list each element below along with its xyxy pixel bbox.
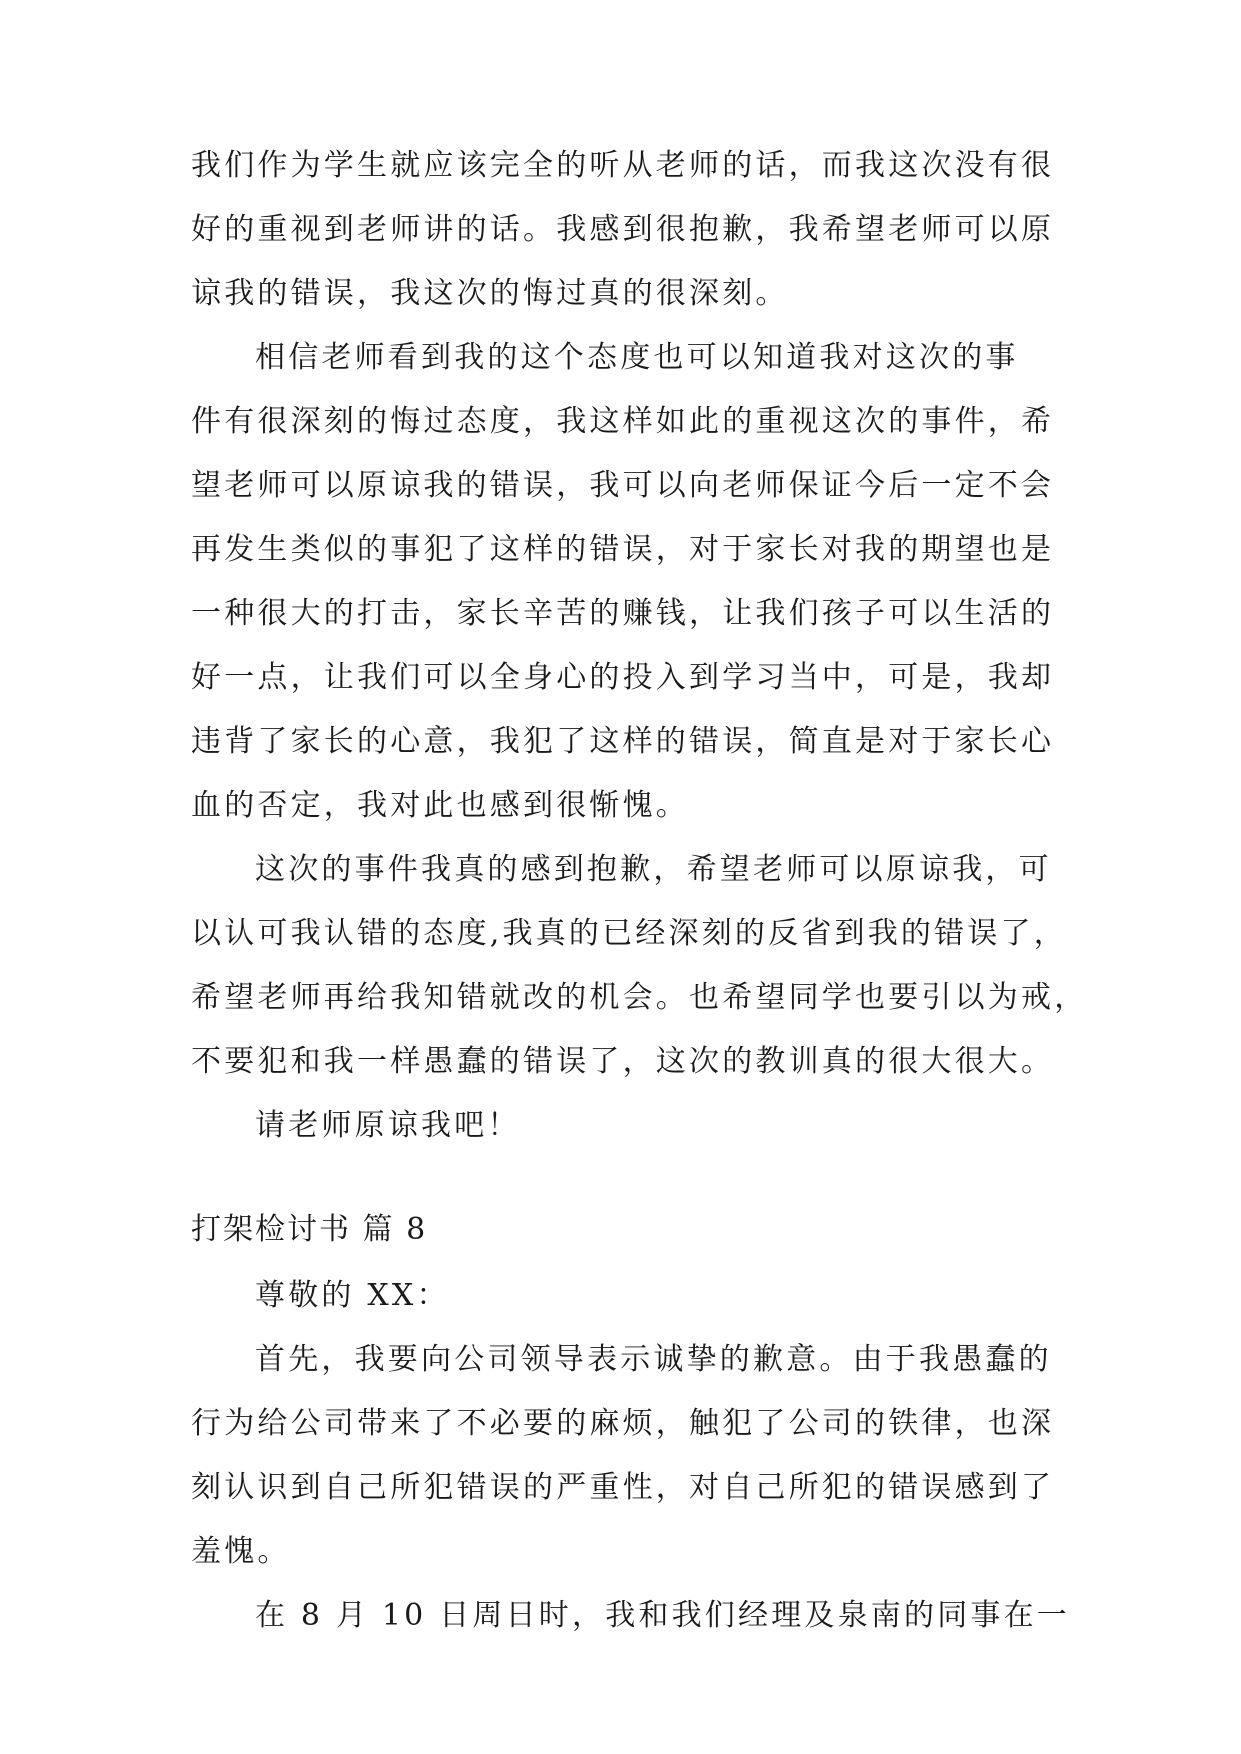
paragraph-1 — [191, 134, 1071, 326]
text-line: 好一点，让我们可以全身心的投入到学习当中，可是，我却 — [191, 660, 1055, 695]
paragraph-2 — [191, 326, 1071, 838]
text-line: 尊敬的 XX： — [255, 1278, 450, 1313]
paragraph-3 — [191, 838, 1088, 1094]
text-line: 谅我的错误，我这次的悔过真的很深刻。 — [191, 276, 789, 311]
text-line: 羞愧。 — [191, 1534, 291, 1569]
paragraph-4 — [191, 1094, 1071, 1158]
text-line: 再发生类似的事犯了这样的错误，对于家长对我的期望也是 — [191, 532, 1055, 567]
text-line: 在 8 月 10 日周日时，我和我们经理及泉南的同事在一 — [255, 1598, 1071, 1633]
text-line: 首先，我要向公司领导表示诚挚的歉意。由于我愚蠢的 — [255, 1342, 1052, 1377]
paragraph-6 — [191, 1584, 1071, 1648]
text-line: 血的否定，我对此也感到很惭愧。 — [191, 788, 689, 823]
salutation — [191, 1264, 1071, 1328]
text-line: 不要犯和我一样愚蠢的错误了，这次的教训真的很大很大。 — [191, 1044, 1055, 1079]
text-line: 望老师可以原谅我的错误，我可以向老师保证今后一定不会 — [191, 468, 1055, 503]
text-line: 刻认识到自己所犯错误的严重性，对自己所犯的错误感到了 — [191, 1470, 1055, 1505]
paragraph-5 — [191, 1328, 1071, 1584]
text-line: 违背了家长的心意，我犯了这样的错误，简直是对于家长心 — [191, 724, 1055, 759]
text-line: 件有很深刻的悔过态度，我这样如此的重视这次的事件，希 — [191, 404, 1055, 439]
text-line: 我们作为学生就应该完全的听从老师的话，而我这次没有很 — [191, 148, 1055, 183]
section-heading — [191, 1198, 1071, 1262]
text-line: 行为给公司带来了不必要的麻烦，触犯了公司的铁律，也深 — [191, 1406, 1055, 1441]
text-line: 这次的事件我真的感到抱歉，希望老师可以原谅我，可 — [255, 852, 1052, 887]
section-title: 打架检讨书 篇 8 — [191, 1212, 428, 1247]
text-line: 一种很大的打击，家长辛苦的赚钱，让我们孩子可以生活的 — [191, 596, 1055, 631]
text-line: 相信老师看到我的这个态度也可以知道我对这次的事 — [255, 340, 1019, 375]
text-line: 请老师原谅我吧！ — [255, 1108, 521, 1143]
text-line: 希望老师再给我知错就改的机会。也希望同学也要引以为戒， — [191, 980, 1088, 1015]
text-line: 以认可我认错的态度,我真的已经深刻的反省到我的错误了， — [191, 916, 1067, 951]
text-line: 好的重视到老师讲的话。我感到很抱歉，我希望老师可以原 — [191, 212, 1055, 247]
